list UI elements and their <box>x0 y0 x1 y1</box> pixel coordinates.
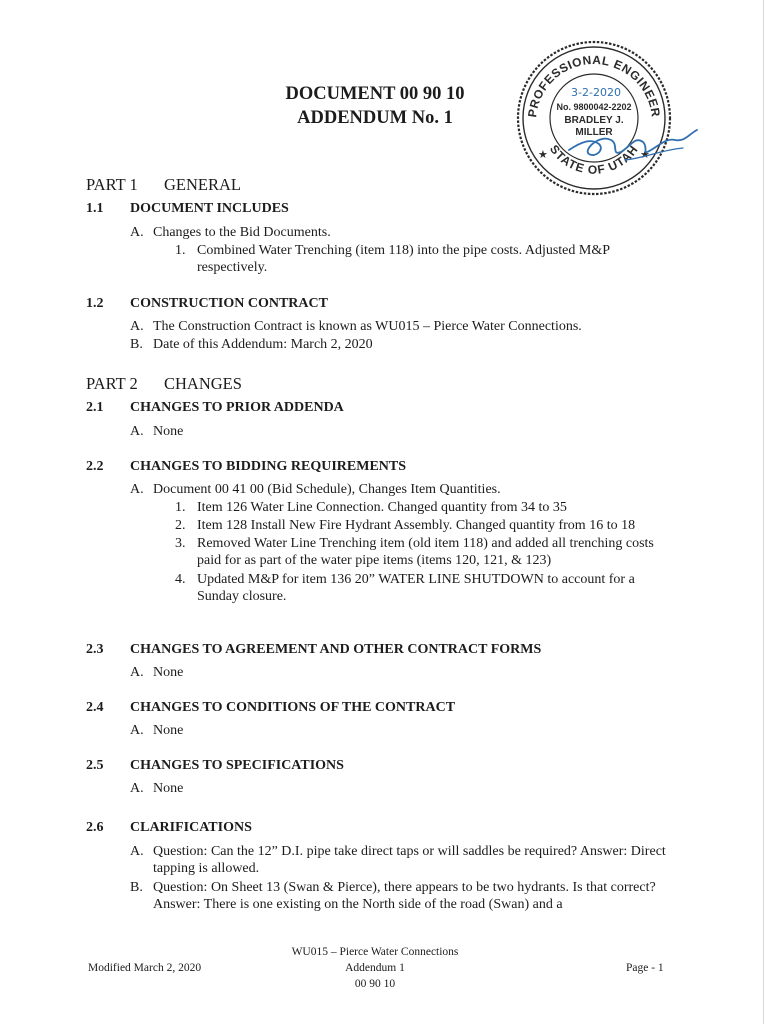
section-title: CHANGES TO SPECIFICATIONS <box>130 758 344 773</box>
list-item <box>130 318 670 335</box>
item-label: B. <box>130 880 143 895</box>
item-label: 1. <box>175 500 186 515</box>
item-text: Changes to the Bid Documents. <box>153 225 331 240</box>
section-number: 2.5 <box>86 758 104 773</box>
seal-graphic <box>514 38 674 198</box>
item-text: None <box>153 424 184 439</box>
list-item <box>130 780 670 797</box>
item-text: None <box>153 665 184 680</box>
list-item <box>130 224 670 241</box>
list-item <box>175 535 670 569</box>
scan-edge <box>763 0 764 1024</box>
addendum-title: ADDENDUM No. 1 <box>297 108 453 128</box>
section-title: CHANGES TO BIDDING REQUIREMENTS <box>130 459 407 474</box>
engineer-seal <box>514 38 674 198</box>
item-text: None <box>153 781 184 796</box>
item-text: Removed Water Line Trenching item (old item 118) and added all trenching costs paid for as part of the water pipe items (items 120, 121, & 123) <box>197 536 654 568</box>
document-title: DOCUMENT 00 90 10 <box>285 84 465 104</box>
section-title: CHANGES TO PRIOR ADDENDA <box>130 400 344 415</box>
part-title: GENERAL <box>164 175 241 194</box>
list-item <box>130 336 670 353</box>
signature-scribble <box>565 120 700 170</box>
list-item <box>130 664 670 681</box>
item-text: None <box>153 723 184 738</box>
section-number: 1.2 <box>86 296 104 311</box>
section-number: 1.1 <box>86 201 104 216</box>
item-label: 1. <box>175 243 186 258</box>
item-label: A. <box>130 225 144 240</box>
list-item <box>175 517 670 534</box>
section-number: 2.4 <box>86 700 104 715</box>
footer-modified-date: Modified March 2, 2020 <box>88 962 202 974</box>
item-text: Item 128 Install New Fire Hydrant Assembly. Changed quantity from 16 to 18 <box>197 518 636 533</box>
part-number: PART 1 <box>86 175 138 194</box>
item-label: B. <box>130 337 143 352</box>
seal-bottom-text: STATE OF UTAH <box>546 142 642 177</box>
footer-page-number: Page - 1 <box>626 962 664 974</box>
section-title: DOCUMENT INCLUDES <box>130 201 289 216</box>
seal-star-icon: ★ <box>640 149 650 161</box>
section-title: CONSTRUCTION CONTRACT <box>130 296 328 311</box>
item-text: The Construction Contract is known as WU015 – Pierce Water Connections. <box>153 319 582 334</box>
footer-doc-number: 00 90 10 <box>354 978 396 990</box>
item-label: 3. <box>175 536 186 551</box>
list-item <box>130 879 670 913</box>
section-number: 2.2 <box>86 459 104 474</box>
item-label: A. <box>130 844 144 859</box>
section-number: 2.1 <box>86 400 104 415</box>
seal-license-number: No. 9800042-2202 <box>556 102 632 112</box>
section-number: 2.3 <box>86 642 104 657</box>
list-item <box>175 571 670 605</box>
part-title: CHANGES <box>164 374 242 393</box>
item-label: A. <box>130 723 144 738</box>
item-label: 2. <box>175 518 186 533</box>
item-text: Item 126 Water Line Connection. Changed quantity from 34 to 35 <box>197 500 567 515</box>
item-text: Document 00 41 00 (Bid Schedule), Changes Item Quantities. <box>153 482 501 497</box>
item-label: A. <box>130 482 144 497</box>
list-item <box>175 242 670 276</box>
item-text: Question: Can the 12” D.I. pipe take direct taps or will saddles be required? Answer: Direct tapping is allowed. <box>153 844 666 876</box>
item-text: Combined Water Trenching (item 118) into the pipe costs. Adjusted M&P respectively. <box>197 243 610 275</box>
section-title: CLARIFICATIONS <box>130 820 252 835</box>
list-item <box>130 722 670 739</box>
seal-star-icon: ★ <box>538 149 548 161</box>
signature <box>565 120 700 170</box>
item-label: A. <box>130 781 144 796</box>
footer-project-name: WU015 – Pierce Water Connections <box>291 946 459 958</box>
item-label: 4. <box>175 572 186 587</box>
footer-addendum: Addendum 1 <box>345 962 405 974</box>
list-item <box>130 843 670 877</box>
seal-top-text: PROFESSIONAL ENGINEER <box>525 52 663 119</box>
item-label: A. <box>130 424 144 439</box>
seal-name-line1: BRADLEY J. <box>564 115 624 126</box>
part-2-heading <box>86 374 242 394</box>
item-text: Updated M&P for item 136 20” WATER LINE SHUTDOWN to account for a Sunday closure. <box>197 572 635 604</box>
seal-date: 3-2-2020 <box>571 86 621 99</box>
list-item <box>130 481 670 498</box>
item-text: Date of this Addendum: March 2, 2020 <box>153 337 373 352</box>
list-item <box>130 423 670 440</box>
section-number: 2.6 <box>86 820 104 835</box>
list-item <box>175 499 670 516</box>
seal-name-line2: MILLER <box>575 127 613 138</box>
section-title: CHANGES TO CONDITIONS OF THE CONTRACT <box>130 700 456 715</box>
section-title: CHANGES TO AGREEMENT AND OTHER CONTRACT FORMS <box>130 642 542 657</box>
item-text: Question: On Sheet 13 (Swan & Pierce), there appears to be two hydrants. Is that correct? Answer: There is one existing on the North side of the road (Swan) and a <box>153 880 656 912</box>
item-label: A. <box>130 665 144 680</box>
item-label: A. <box>130 319 144 334</box>
part-number: PART 2 <box>86 374 138 393</box>
part-1-heading <box>86 175 241 195</box>
